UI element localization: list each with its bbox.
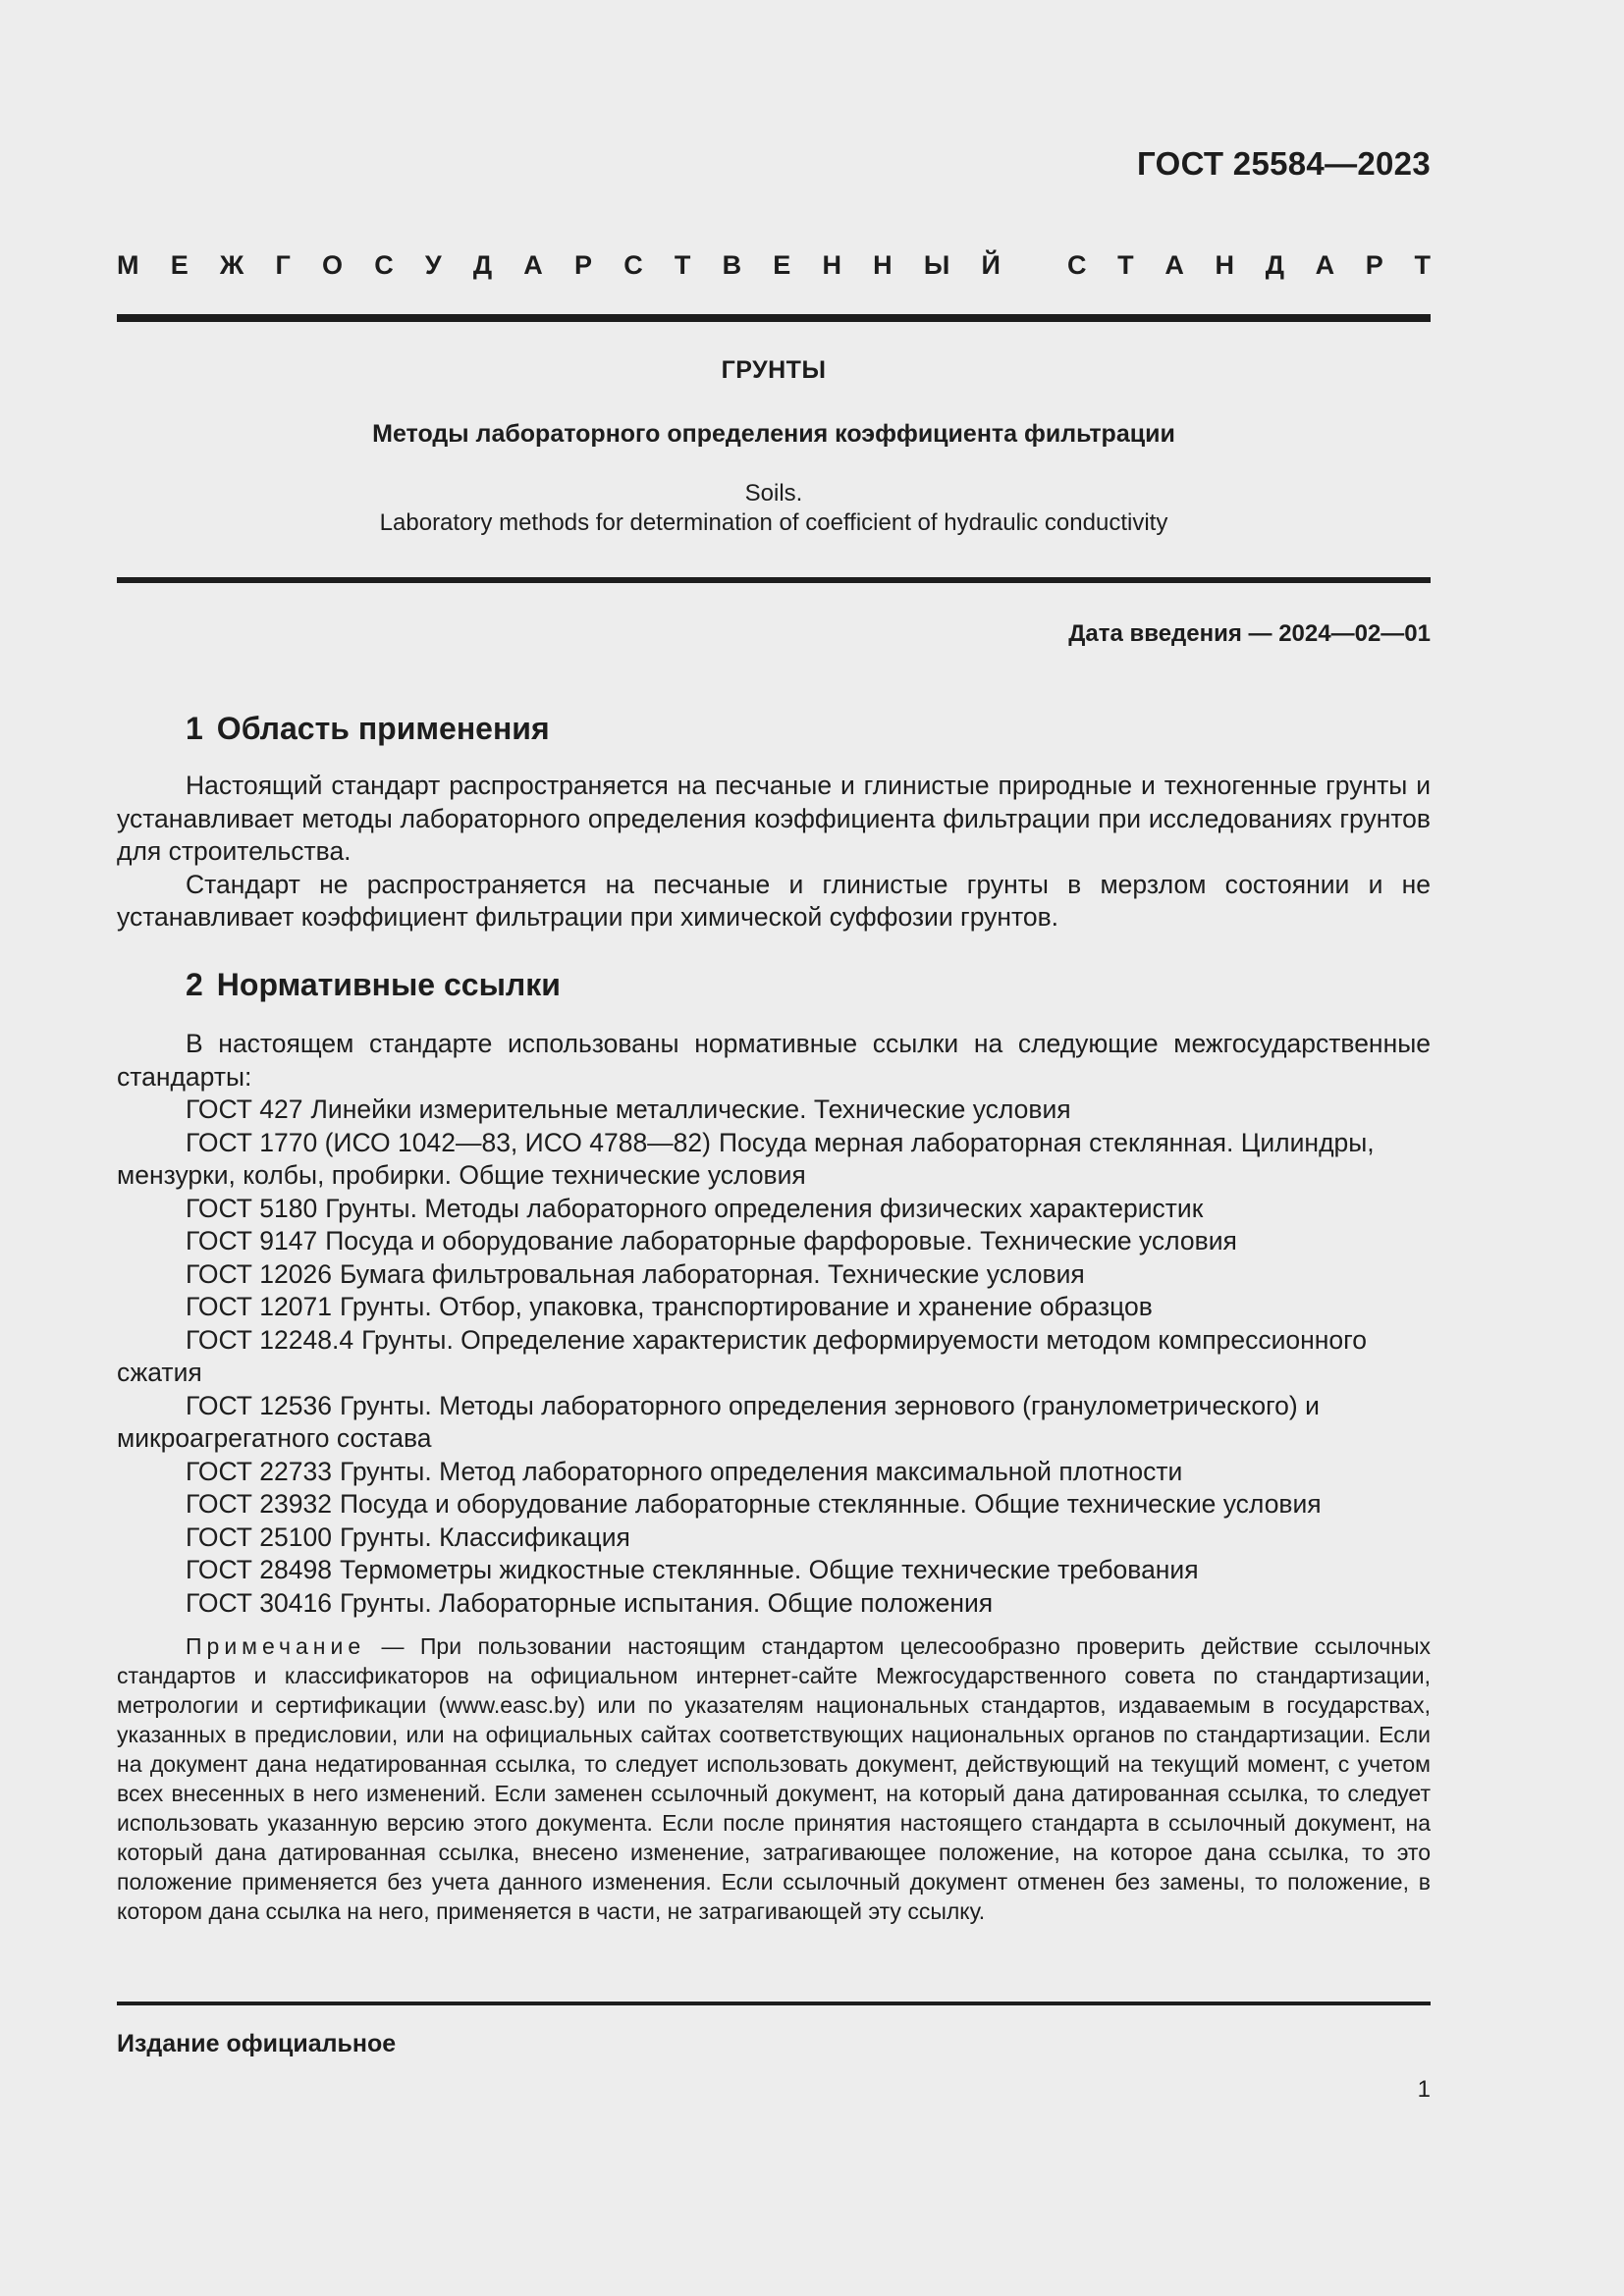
- section-number: 2: [186, 967, 203, 1002]
- reference-item: [117, 1456, 1431, 1489]
- banner-letter: О: [321, 250, 343, 280]
- banner-letter: Д: [472, 250, 493, 280]
- reference-title: Бумага фильтровальная лабораторная. Технические условия: [339, 1258, 1085, 1289]
- banner-letter: Е: [773, 250, 791, 280]
- reference-code: ГОСТ 22733: [186, 1456, 332, 1486]
- reference-title: Грунты. Лабораторные испытания. Общие положения: [339, 1587, 994, 1618]
- section-heading: [186, 711, 550, 747]
- reference-item: [117, 1587, 1431, 1621]
- reference-item: [117, 1488, 1431, 1522]
- interstate-standard-banner: [117, 250, 1431, 281]
- banner-letter: Р: [1365, 250, 1383, 280]
- note-text: — При пользовании настоящим стандартом целесообразно проверить действие ссылочных стандартов и классификаторов на официальном интернет-сайте Межгосударственного совета по стандартизации, метрологии и сертификации (www.easc.by) или по указателям национальных стандартов, издаваемым в государствах, указанных в предисловии, или на официальных сайтах соответствующих национальных органов по стандартизации. Если на документ дана недатированная ссылка, то следует использовать документ, действующий на текущий момент, с учетом всех внесенных в него изменений. Если заменен ссылочный документ, на который дана датированная ссылка, то следует использовать указанную версию этого документа. Если после принятия настоящего стандарта в ссылочный документ, на который дана датированная ссылка, внесено изменение, затрагивающее положение, на которое дана ссылка, то это положение применяется без учета данного изменения. Если ссылочный документ отменен без замены, то положение, в котором дана ссылка на него, применяется в части, не затрагивающей эту ссылку.: [117, 1633, 1431, 1924]
- section-number: 1: [186, 711, 203, 746]
- banner-letter: Р: [573, 250, 592, 280]
- section-heading: [186, 967, 561, 1003]
- banner-letter: Й: [981, 250, 1001, 280]
- doc-subtitle: Методы лабораторного определения коэффициента фильтрации: [372, 420, 1175, 448]
- reference-code: ГОСТ 12248.4: [186, 1324, 354, 1355]
- banner-letter: Н: [1215, 250, 1235, 280]
- reference-code: ГОСТ 12026: [186, 1258, 332, 1289]
- reference-title: Термометры жидкостные стеклянные. Общие технические требования: [339, 1555, 1199, 1584]
- reference-code: ГОСТ 12071: [186, 1292, 332, 1321]
- footer-rule: [117, 2002, 1431, 2005]
- reference-code: ГОСТ 12536: [186, 1390, 332, 1420]
- reference-item: [117, 1193, 1431, 1226]
- header-rule: [117, 314, 1431, 322]
- reference-code: ГОСТ 9147: [186, 1226, 318, 1255]
- banner-letter: С: [1067, 250, 1087, 280]
- note-paragraph: [117, 1631, 1431, 1926]
- reference-code: ГОСТ 30416: [186, 1587, 332, 1618]
- banner-letter: Н: [873, 250, 893, 280]
- reference-title: Грунты. Методы лабораторного определения физических характеристик: [325, 1193, 1204, 1223]
- reference-title: Посуда и оборудование лабораторные фарфоровые. Технические условия: [325, 1226, 1237, 1255]
- reference-item: [117, 1258, 1431, 1292]
- date-of-introduction: Дата введения — 2024—02—01: [1068, 620, 1431, 647]
- paragraph: Стандарт не распространяется на песчаные и глинистые грунты в мерзлом состоянии и не устанавливает коэффициент фильтрации при химической суффозии грунтов.: [117, 869, 1431, 932]
- doc-title: ГРУНТЫ: [721, 356, 827, 384]
- reference-title: Грунты. Метод лабораторного определения максимальной плотности: [339, 1456, 1183, 1486]
- section-title: Нормативные ссылки: [216, 967, 561, 1002]
- references-intro: В настоящем стандарте использованы нормативные ссылки на следующие межгосударственные стандарты:: [117, 1029, 1431, 1092]
- reference-item: [117, 1291, 1431, 1324]
- banner-letter: В: [722, 250, 742, 280]
- reference-title: Линейки измерительные металлические. Технические условия: [310, 1095, 1071, 1124]
- reference-code: ГОСТ 25100: [186, 1522, 332, 1552]
- reference-item: [117, 1522, 1431, 1555]
- reference-title: Грунты. Методы лабораторного определения зернового (гранулометрического) и микроагрегатного состава: [117, 1390, 1320, 1453]
- banner-letter: Т: [1117, 250, 1134, 280]
- banner-letter: Д: [1265, 250, 1284, 280]
- page-number: 1: [1417, 2076, 1431, 2103]
- banner-letter: Е: [170, 250, 189, 280]
- official-edition-label: Издание официальное: [117, 2030, 397, 2057]
- banner-letter: А: [523, 250, 543, 280]
- reference-code: ГОСТ 23932: [186, 1489, 332, 1519]
- section-title: Область применения: [216, 711, 550, 746]
- reference-code: ГОСТ 1770 (ИСО 1042—83, ИСО 4788—82): [186, 1127, 711, 1157]
- paragraph: Настоящий стандарт распространяется на песчаные и глинистые природные и техногенные грунты и устанавливает методы лабораторного определения коэффициента фильтрации при исследованиях грунтов для строительства.: [117, 771, 1431, 866]
- banner-letter: С: [623, 250, 643, 280]
- reference-item: [117, 1094, 1431, 1127]
- banner-letter: А: [1164, 250, 1184, 280]
- gost-number: ГОСТ 25584—2023: [1137, 145, 1431, 182]
- reference-code: ГОСТ 5180: [186, 1193, 318, 1223]
- interstate-word: [117, 250, 1001, 281]
- banner-letter: Ы: [923, 250, 950, 280]
- reference-title: Посуда мерная лабораторная стеклянная. Цилиндры, мензурки, колбы, пробирки. Общие технические условия: [117, 1127, 1375, 1190]
- english-title-line2: Laboratory methods for determination of coefficient of hydraulic conductivity: [379, 509, 1168, 536]
- reference-item: [117, 1127, 1431, 1193]
- standard-word: [1067, 250, 1431, 281]
- note-label: Примечание: [186, 1633, 366, 1659]
- reference-code: ГОСТ 427: [186, 1095, 303, 1124]
- references-list: [117, 1028, 1431, 1620]
- reference-title: Грунты. Определение характеристик деформируемости методом компрессионного сжатия: [117, 1324, 1367, 1387]
- title-rule: [117, 577, 1431, 583]
- banner-letter: С: [374, 250, 394, 280]
- banner-letter: Ж: [219, 250, 244, 280]
- banner-letter: Т: [674, 250, 691, 280]
- banner-letter: У: [424, 250, 442, 280]
- reference-item: [117, 1554, 1431, 1587]
- banner-letter: Г: [275, 250, 291, 280]
- reference-item: [117, 1324, 1431, 1390]
- section-body: [117, 770, 1431, 934]
- banner-letter: А: [1315, 250, 1335, 280]
- reference-item: [117, 1225, 1431, 1258]
- banner-letter: Н: [822, 250, 841, 280]
- banner-letter: М: [117, 250, 139, 280]
- reference-code: ГОСТ 28498: [186, 1555, 332, 1584]
- reference-item: [117, 1390, 1431, 1456]
- reference-title: Грунты. Отбор, упаковка, транспортирование и хранение образцов: [339, 1292, 1153, 1321]
- reference-title: Грунты. Классификация: [339, 1522, 630, 1552]
- banner-letter: Т: [1414, 250, 1431, 280]
- reference-title: Посуда и оборудование лабораторные стеклянные. Общие технические условия: [339, 1489, 1322, 1519]
- english-title-line1: Soils.: [744, 480, 803, 507]
